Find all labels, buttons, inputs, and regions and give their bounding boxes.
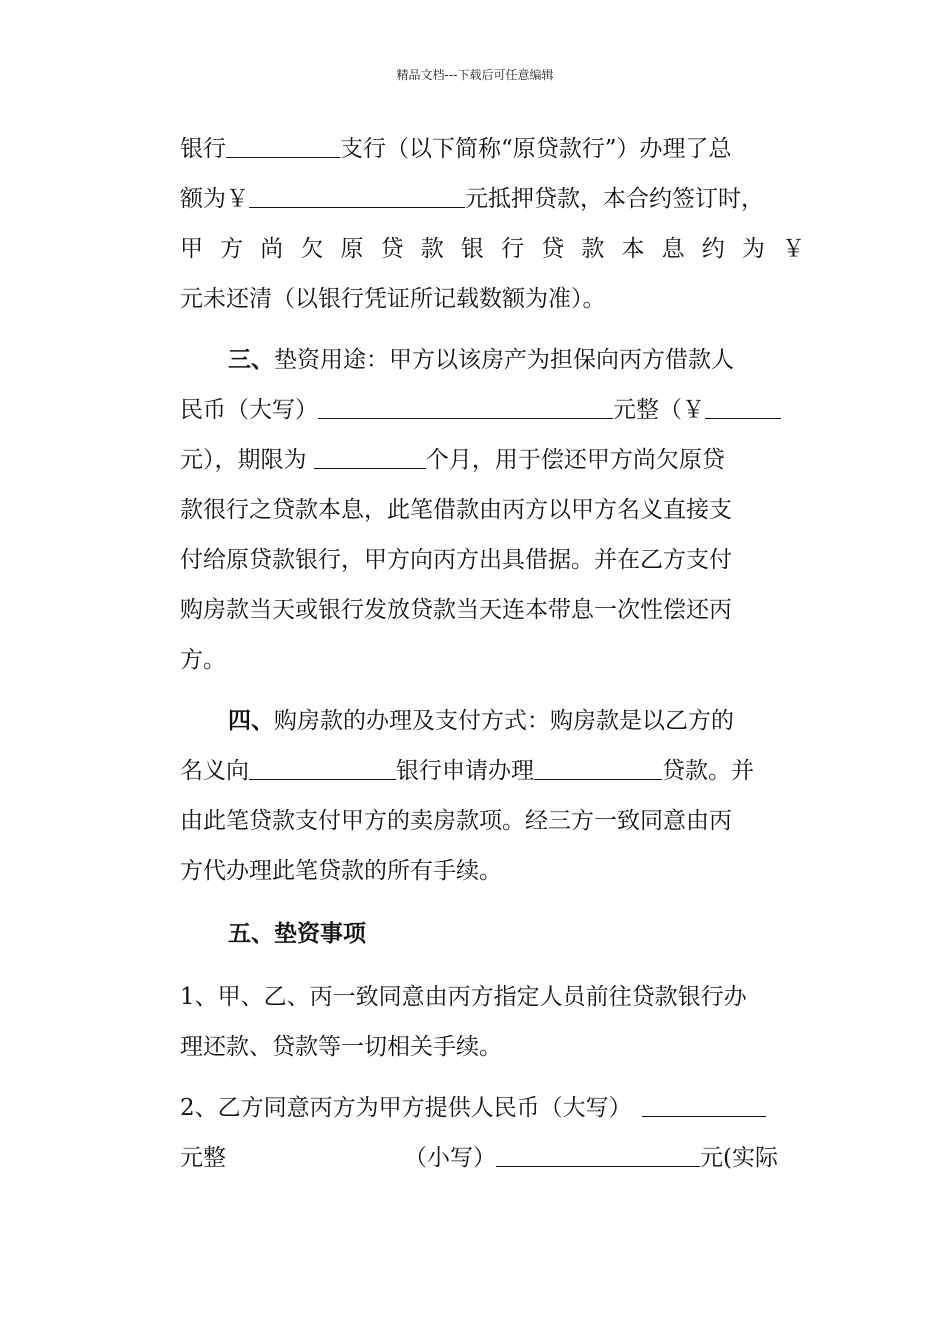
text-line-11: 方。 (180, 647, 226, 673)
text-line-17: 1、甲、乙、丙一致同意由丙方指定人员前往贷款银行办 (180, 984, 747, 1010)
text: 个月，用于偿还甲方尚欠原贷 (425, 447, 725, 473)
text: 元整（￥ (613, 397, 705, 423)
text-line-13 (180, 755, 805, 787)
blank-underline (642, 1092, 766, 1117)
text: 元），期限为 (180, 447, 314, 473)
text-line-7 (180, 444, 805, 476)
text-line-6 (180, 394, 805, 426)
section-number: 四、 (228, 707, 274, 734)
text: 银行 (180, 136, 226, 162)
text-line-10: 购房款当天或银行发放贷款当天连本带息一次性偿还丙 (180, 597, 732, 623)
text-line-3: 甲方尚欠原贷款银行贷款本息约为￥ (180, 236, 805, 262)
blank-underline (314, 444, 426, 469)
text: 额为￥ (180, 186, 249, 212)
text-line-1 (180, 133, 805, 165)
text: （小写） (404, 1145, 496, 1171)
blank-underline (226, 133, 340, 158)
blank-underline (249, 755, 396, 780)
text-line-4: 元未还清（以银行凭证所记载数额为准）。 (180, 286, 606, 312)
text-line-15: 方代办理此笔贷款的所有手续。 (180, 858, 502, 884)
text-line-9: 付给原贷款银行，甲方向丙方出具借据。并在乙方支付 (180, 547, 732, 573)
text-line-14: 由此笔贷款支付甲方的卖房款项。经三方一致同意由丙 (180, 808, 732, 834)
text: 元整 (180, 1145, 226, 1171)
section-3-heading (228, 344, 805, 376)
blank-underline (249, 183, 465, 208)
blank-underline (534, 755, 662, 780)
blank-underline (705, 394, 781, 419)
text: 购房款的办理及支付方式：购房款是以乙方的 (274, 708, 734, 734)
text: 银行申请办理 (396, 758, 534, 784)
text: 元抵押贷款，本合约签订时， (465, 186, 764, 212)
text: 名义向 (180, 758, 249, 784)
text-line-8: 款很行之贷款本息，此笔借款由丙方以甲方名义直接支 (180, 497, 732, 523)
text-line-2 (180, 183, 805, 215)
blank-underline (318, 394, 613, 419)
text-line-18: 理还款、贷款等一切相关手续。 (180, 1034, 502, 1060)
section-5-heading: 五、垫资事项 (228, 920, 366, 947)
text: 垫资用途：甲方以该房产为担保向丙方借款人 (274, 347, 734, 373)
text: 2、乙方同意丙方为甲方提供人民币（大写） (180, 1095, 632, 1121)
blank-underline (496, 1142, 700, 1167)
page-header: 精品文档---下载后可任意编辑 (396, 68, 554, 82)
section-4-heading (228, 705, 805, 737)
text: 贷款。并 (662, 758, 754, 784)
text: 元(实际 (700, 1145, 778, 1171)
section-number: 三、 (228, 346, 274, 373)
text-line-20 (180, 1142, 805, 1174)
text: 支行（以下简称“原贷款行”）办理了总 (340, 136, 732, 162)
text: 民币（大写） (180, 397, 318, 423)
text-line-19 (180, 1092, 805, 1124)
